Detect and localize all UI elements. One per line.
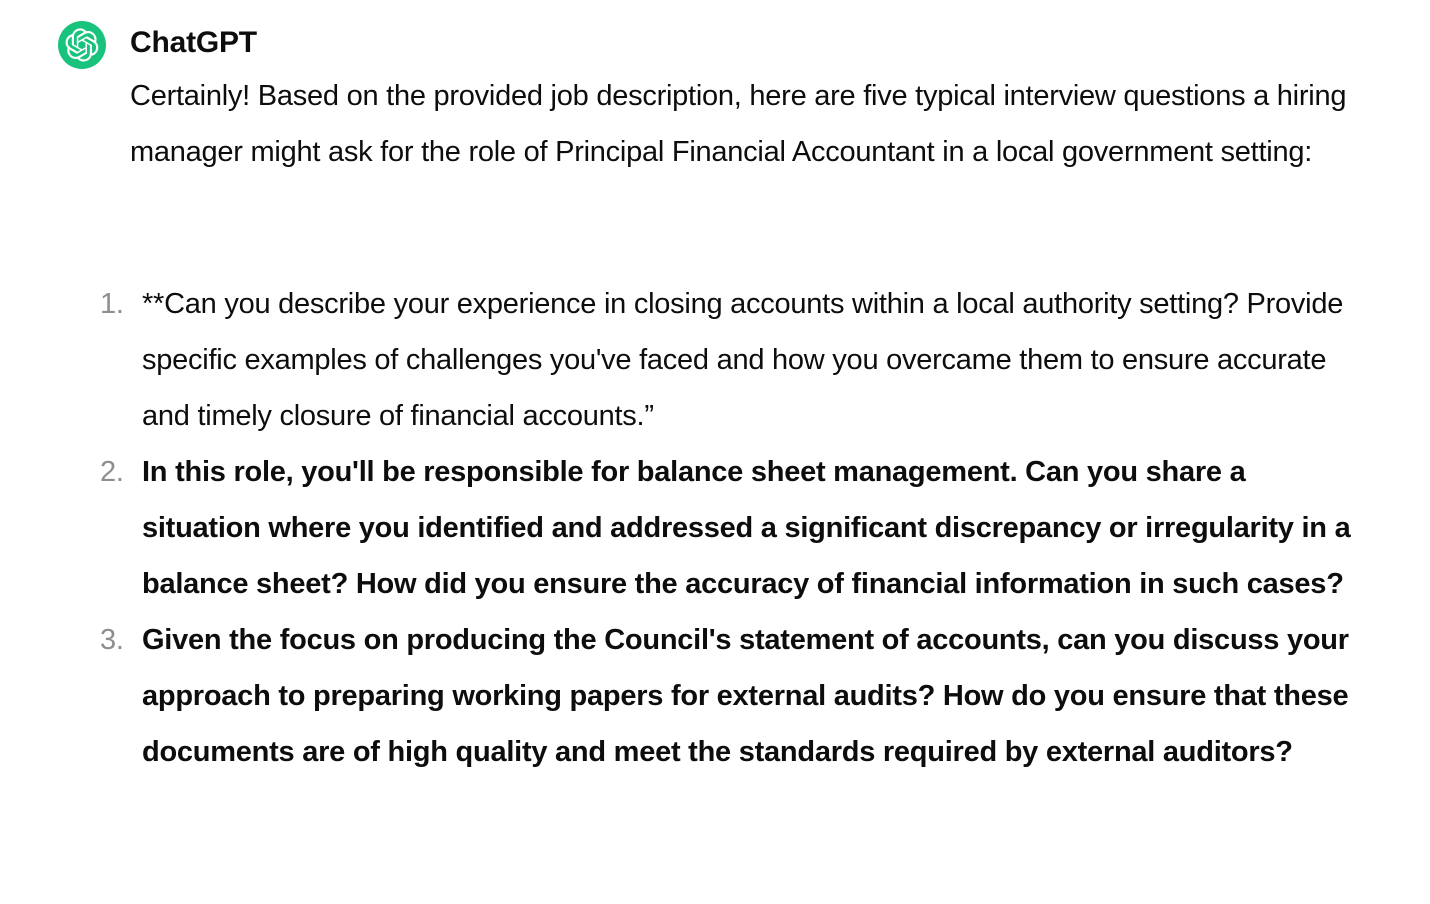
list-item	[100, 444, 1370, 612]
question-text: In this role, you'll be responsible for balance sheet management. Can you share a situation where you identified and addressed a significant discrepancy or irregularity in a balance sheet? How did you ensure the accuracy of financial information in such cases?	[142, 456, 1351, 600]
list-number: 3.	[100, 624, 124, 656]
list-item	[100, 276, 1370, 444]
list-item	[100, 612, 1370, 780]
chatgpt-avatar	[58, 21, 106, 69]
message-body	[100, 68, 1370, 768]
openai-logo-icon	[65, 28, 99, 62]
question-list	[100, 276, 1370, 780]
author-name: ChatGPT	[130, 26, 257, 59]
intro-paragraph: Certainly! Based on the provided job description, here are five typical interview questions a hiring manager might ask for the role of Principal Financial Accountant in a local government setting:	[130, 80, 1347, 168]
list-number: 2.	[100, 456, 124, 488]
question-text: Given the focus on producing the Council's statement of accounts, can you discuss your approach to preparing working papers for external audits? How do you ensure that these documents are of high quality and meet the standards required by external auditors?	[142, 624, 1349, 768]
question-text: **Can you describe your experience in closing accounts within a local authority setting? Provide specific examples of challenges you've faced and how you overcame them to ensure accurate and timely closure of financial accounts.”	[142, 288, 1344, 432]
list-number: 1.	[100, 288, 124, 320]
